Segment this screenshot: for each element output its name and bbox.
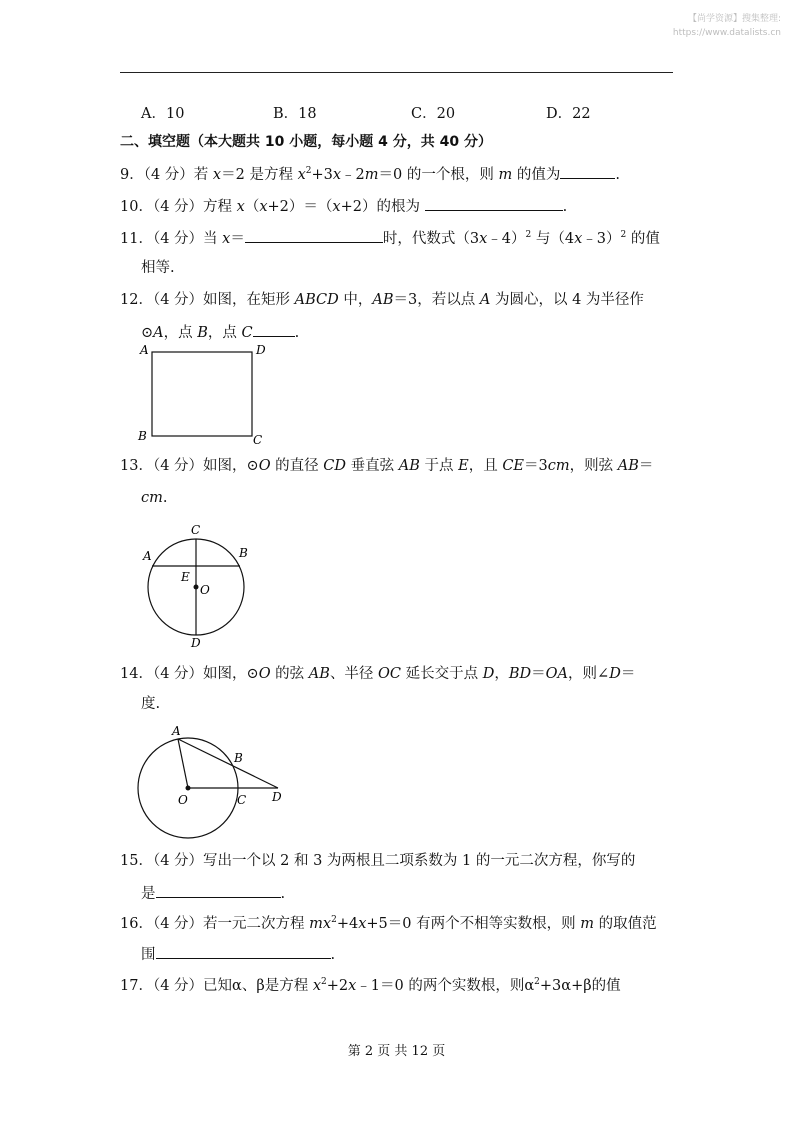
label-a: A — [143, 549, 152, 563]
radius-oa — [178, 739, 188, 788]
label-c: C — [253, 433, 263, 447]
label-b: B — [234, 751, 243, 765]
answer-blank — [560, 164, 615, 179]
question-12: 12．（4 分）如图，在矩形 ABCD 中，AB＝3，若以点 A 为圆心，以 4 为半径作 — [120, 292, 644, 308]
center-point — [194, 585, 199, 590]
question-16: 16．（4 分）若一元二次方程 $mx^2+4x+5=0$ 有两个不相等实数根，则 m 的取值范 — [120, 915, 657, 932]
answer-blank — [245, 228, 383, 243]
question-13: 13．（4 分）如图，⊙O 的直径 CD 垂直弦 AB 于点 E，且 CE＝3cm，则弦 AB＝ — [120, 458, 654, 474]
watermark — [673, 12, 781, 40]
label-d: D — [272, 790, 282, 804]
circle-figure-13 — [135, 518, 260, 650]
page-footer: 第 2 页 共 12 页 — [347, 1044, 446, 1059]
question-13-line2: cm. — [141, 490, 168, 506]
question-10: 10．（4 分）方程 x（x+2）＝（x+2）的根为 . — [120, 196, 567, 217]
rectangle-abcd — [152, 352, 252, 436]
option-b: B．18 — [273, 106, 317, 122]
circle-figure-14 — [130, 722, 295, 844]
line-ad — [178, 739, 278, 788]
question-14: 14．（4 分）如图，⊙O 的弦 AB、半径 OC 延长交于点 D，BD＝OA，则∠D＝ — [120, 666, 636, 682]
watermark-title: 【尚学资源】搜集整理: — [687, 14, 781, 24]
question-15-line2: 是 . — [141, 883, 285, 904]
label-d: D — [256, 343, 266, 357]
center-point — [186, 786, 191, 791]
question-16-line2: 围 . — [141, 944, 335, 965]
label-d: D — [191, 636, 201, 650]
question-15: 15．（4 分）写出一个以 2 和 3 为两根且二项系数为 1 的一元二次方程，你写的 — [120, 853, 636, 869]
header-rule — [120, 72, 673, 73]
option-c: C．20 — [411, 106, 456, 122]
label-b: B — [138, 429, 147, 443]
question-14-line2: 度. — [141, 696, 161, 712]
label-o: O — [200, 583, 210, 597]
answer-blank — [425, 196, 563, 211]
label-c: C — [191, 523, 201, 537]
option-a: A．10 — [141, 106, 185, 122]
label-e: E — [181, 570, 190, 584]
answer-blank — [156, 944, 331, 959]
label-b: B — [239, 546, 248, 560]
option-d: D．22 — [546, 106, 591, 122]
question-12-line2: ⊙A，点 B，点 C . — [141, 322, 299, 343]
section-title: 二、填空题（本大题共 10 小题，每小题 4 分，共 40 分） — [120, 134, 492, 150]
label-o: O — [178, 793, 188, 807]
rectangle-figure — [132, 340, 272, 450]
label-c: C — [237, 793, 247, 807]
question-11-line2: 相等. — [141, 260, 175, 276]
label-a: A — [172, 724, 181, 738]
answer-blank — [156, 883, 281, 898]
question-11: 11．（4 分）当 x＝ 时，代数式（3x﹣4）$^2$ 与（4x﹣3）$^2$ 的值 — [120, 228, 660, 249]
watermark-url: https://www.datalists.cn — [672, 28, 781, 38]
label-a: A — [140, 343, 149, 357]
question-17: 17．（4 分）已知α、β是方程 $x^2+2x﹣1=0$ 的两个实数根，则$\alpha^2+3\alpha+\beta$的值 — [120, 977, 621, 994]
answer-blank — [253, 322, 295, 337]
question-9: 9．（4 分）若 x＝2 是方程 $x^2+3x﹣2m=0$ 的一个根，则 m 的值为 . — [120, 164, 620, 185]
